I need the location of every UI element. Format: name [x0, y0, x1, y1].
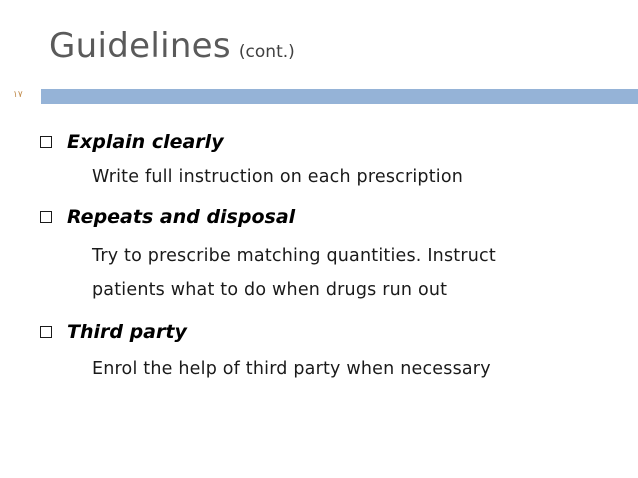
bullet-body-line: patients what to do when drugs run out [92, 280, 448, 300]
slide-title-main: Guidelines [49, 26, 231, 66]
slide-number: ١٧ [13, 90, 23, 100]
slide-title-suffix: (cont.) [238, 42, 295, 62]
bullet-body-line: Enrol the help of third party when necessary [92, 359, 491, 379]
title-rule-bar [41, 89, 638, 104]
checkbox-icon [40, 136, 52, 148]
slide-title [49, 26, 295, 74]
bullet-heading: Third party [67, 321, 187, 343]
bullet-heading: Explain clearly [67, 131, 224, 153]
bullet-body-line: Write full instruction on each prescription [92, 167, 464, 187]
checkbox-icon [40, 211, 52, 223]
checkbox-icon [40, 326, 52, 338]
bullet-item [40, 128, 224, 156]
bullet-item [40, 318, 187, 346]
bullet-heading: Repeats and disposal [67, 206, 296, 228]
bullet-item [40, 203, 295, 231]
bullet-body-line: Try to prescribe matching quantities. Instruct [92, 246, 496, 266]
